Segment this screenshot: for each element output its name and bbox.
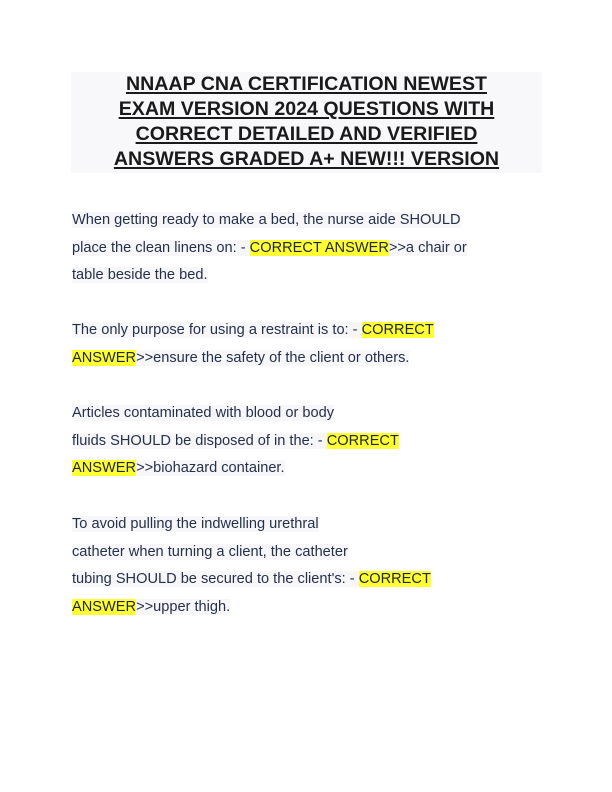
question-text: To avoid pulling the indwelling urethral: [72, 516, 319, 532]
qa-item-4: [72, 511, 542, 621]
answer-text: >>upper thigh.: [136, 598, 231, 615]
question-line: [72, 400, 542, 428]
question-line: [72, 207, 542, 235]
qa-item-3: [72, 400, 542, 483]
answer-text: >>ensure the safety of the client or others.: [136, 349, 410, 366]
correct-answer-label: ANSWER: [72, 349, 137, 366]
correct-answer-label: ANSWER: [72, 460, 137, 476]
qa-item-1: [72, 207, 542, 290]
correct-answer-label: ANSWER: [72, 598, 137, 615]
question-text: place the clean linens on: -: [72, 239, 250, 256]
question-text: Articles contaminated with blood or body: [72, 405, 335, 421]
question-line: [72, 317, 542, 345]
answer-text: table beside the bed.: [72, 267, 208, 283]
answer-line: [72, 345, 542, 373]
answer-line: [72, 594, 542, 622]
document-title: [71, 72, 542, 173]
answer-text: >>biohazard container.: [136, 460, 285, 476]
question-line: [72, 235, 542, 263]
title-line: CORRECT DETAILED AND VERIFIED: [135, 123, 478, 145]
question-line: [72, 539, 542, 567]
question-line: [72, 511, 542, 539]
question-line: [72, 566, 542, 594]
question-text: tubing SHOULD be secured to the client's: -: [72, 571, 359, 587]
question-text: fluids SHOULD be disposed of in the: -: [72, 432, 327, 449]
correct-answer-label: CORRECT: [361, 322, 434, 338]
title-line: NNAAP CNA CERTIFICATION NEWEST: [125, 73, 488, 95]
question-text: When getting ready to make a bed, the nurse aide SHOULD: [72, 212, 461, 228]
question-line: [72, 428, 542, 456]
title-line: ANSWERS GRADED A+ NEW!!! VERSION: [113, 148, 500, 170]
qa-item-2: [72, 317, 542, 372]
title-line: EXAM VERSION 2024 QUESTIONS WITH: [118, 98, 495, 120]
correct-answer-label: CORRECT ANSWER: [249, 239, 389, 256]
question-text: catheter when turning a client, the catheter: [72, 543, 348, 560]
answer-text: >>a chair or: [388, 239, 467, 256]
answer-line: [72, 262, 542, 290]
correct-answer-label: CORRECT: [326, 432, 399, 449]
answer-line: [72, 455, 542, 483]
question-text: The only purpose for using a restraint is to: -: [72, 322, 362, 338]
correct-answer-label: CORRECT: [358, 571, 431, 587]
